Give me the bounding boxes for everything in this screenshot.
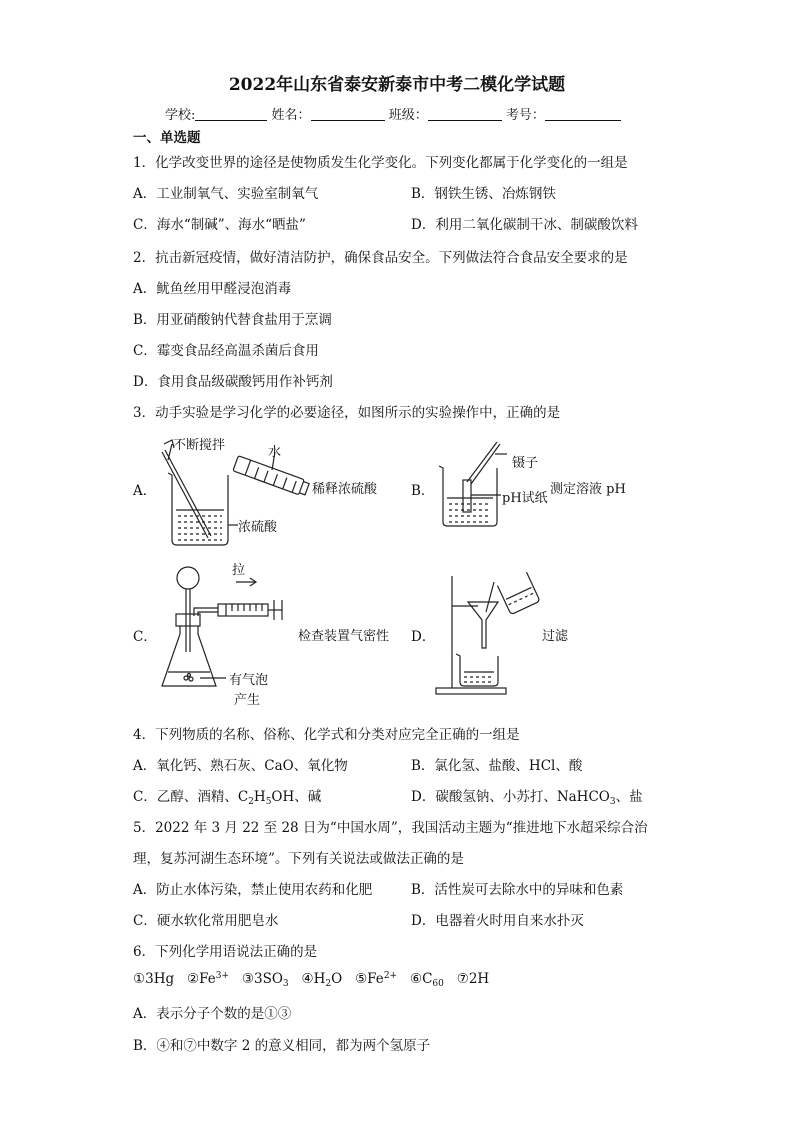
question-4-stem: 4．下列物质的名称、俗称、化学式和分类对应完全正确的一组是 [133, 727, 520, 743]
q6-item-6: $⑥C_{60}$ [409, 971, 444, 989]
pull-label: 拉 [232, 563, 246, 578]
question-2-option-c[interactable]: C．霉变食品经高温杀菌后食用 [133, 343, 319, 359]
q6-item-7: ⑦2H [456, 971, 490, 987]
question-6-option-b[interactable]: B．④和⑦中数字 2 的意义相同，都为两个氢原子 [133, 1038, 431, 1054]
water-label: 水 [268, 445, 282, 460]
question-2-option-a[interactable]: A．鱿鱼丝用甲醛浸泡消毒 [133, 281, 292, 297]
question-3-option-c[interactable]: C． [133, 629, 157, 645]
q4c-mid: H [253, 789, 266, 805]
q6-item-5: $⑤Fe^{2+}$ [355, 971, 398, 987]
ph-test-caption: 测定溶液 pH [550, 482, 626, 497]
stir-label: 不断搅拌 [173, 438, 226, 453]
school-field[interactable] [195, 107, 267, 121]
ph-paper-label: pH试纸 [502, 491, 548, 506]
question-6-items [133, 971, 489, 989]
ph-test-figure [435, 440, 515, 530]
q4c-sub2: 5 [265, 797, 272, 807]
bubble-label-1: 有气泡 [229, 673, 269, 688]
filtration-caption: 过滤 [542, 629, 569, 644]
question-3-option-b[interactable]: B． [411, 483, 435, 499]
acid-label: 浓硫酸 [238, 520, 278, 535]
class-field[interactable] [428, 107, 502, 121]
section-heading: 一、单选题 [133, 130, 201, 146]
question-4-option-b[interactable]: B．氯化氢、盐酸、HCl、酸 [411, 758, 583, 774]
class-label: 班级： [388, 108, 428, 123]
school-label: 学校: [165, 108, 196, 123]
exam-no-field[interactable] [545, 107, 621, 121]
q4c-pre: C．乙醇、酒精、C [133, 789, 249, 805]
question-2-stem: 2．抗击新冠疫情，做好清洁防护，确保食品安全。下列做法符合食品安全要求的是 [133, 250, 628, 266]
question-3-option-a[interactable]: A． [133, 483, 157, 499]
question-1-option-c[interactable]: C．海水“制碱”、海水“晒盐” [133, 217, 306, 233]
airtight-check-caption: 检查装置气密性 [298, 629, 390, 644]
filtration-figure [432, 572, 542, 696]
q6-item-2: $②Fe^{3+}$ [186, 971, 229, 987]
question-5-stem-line1: 5．2022 年 3 月 22 至 28 日为“中国水周”，我国活动主题为“推进地下水超采综合治 [133, 820, 648, 836]
q6-item-1: ①3Hg [133, 971, 175, 987]
question-1-option-a[interactable]: A．工业制氧气、实验室制氧气 [133, 186, 319, 202]
question-6-stem: 6．下列化学用语说法正确的是 [133, 944, 318, 960]
question-5-stem-line2: 理，复苏河湖生态环境”。下列有关说法或做法正确的是 [133, 851, 464, 867]
question-2-option-d[interactable]: D．食用食品级碳酸钙用作补钙剂 [133, 374, 333, 390]
question-2-option-b[interactable]: B．用亚硝酸钠代替食盐用于烹调 [133, 312, 332, 328]
q4c-post: OH、碱 [271, 789, 322, 805]
question-4-option-a[interactable]: A．氧化钙、熟石灰、CaO、氧化物 [133, 758, 348, 774]
name-label: 姓名： [271, 108, 311, 123]
question-5-option-d[interactable]: D．电器着火时用自来水扑灭 [411, 913, 584, 929]
name-field[interactable] [311, 107, 385, 121]
question-3-stem: 3．动手实验是学习化学的必要途径，如图所示的实验操作中，正确的是 [133, 405, 561, 421]
student-info-line [165, 104, 621, 123]
q6-item-4: $④H_2O$ [301, 971, 343, 989]
question-5-option-a[interactable]: A．防止水体污染，禁止使用农药和化肥 [133, 882, 373, 898]
page-title: 2022年山东省泰安新泰市中考二模化学试题 [228, 75, 566, 95]
question-6-option-a[interactable]: A．表示分子个数的是①③ [133, 1006, 292, 1022]
question-1-option-d[interactable]: D．利用二氧化碳制干冰、制碳酸饮料 [411, 217, 638, 233]
question-4-option-d[interactable] [411, 785, 643, 807]
q4d-sub: 3 [609, 797, 616, 807]
bubble-label-2: 产生 [234, 693, 261, 708]
dilute-acid-caption: 稀释浓硫酸 [312, 482, 378, 497]
q4c-sub1: 2 [248, 797, 254, 807]
q6-item-3: $③3SO_3$ [241, 971, 289, 989]
tweezers-label: 镊子 [512, 456, 539, 471]
question-5-option-b[interactable]: B．活性炭可去除水中的异味和色素 [411, 882, 624, 898]
question-5-option-c[interactable]: C．硬水软化常用肥皂水 [133, 913, 279, 929]
question-4-option-c[interactable] [133, 785, 321, 807]
question-1-stem: 1．化学改变世界的途径是使物质发生化学变化。下列变化都属于化学变化的一组是 [133, 155, 628, 171]
q4d-pre: D．碳酸氢钠、小苏打、NaHCO [411, 789, 610, 805]
question-1-option-b[interactable]: B．钢铁生锈、冶炼钢铁 [411, 186, 556, 202]
q4d-post: 、盐 [615, 789, 643, 805]
question-3-option-d[interactable]: D． [411, 629, 436, 645]
exam-no-label: 考号： [505, 108, 545, 123]
